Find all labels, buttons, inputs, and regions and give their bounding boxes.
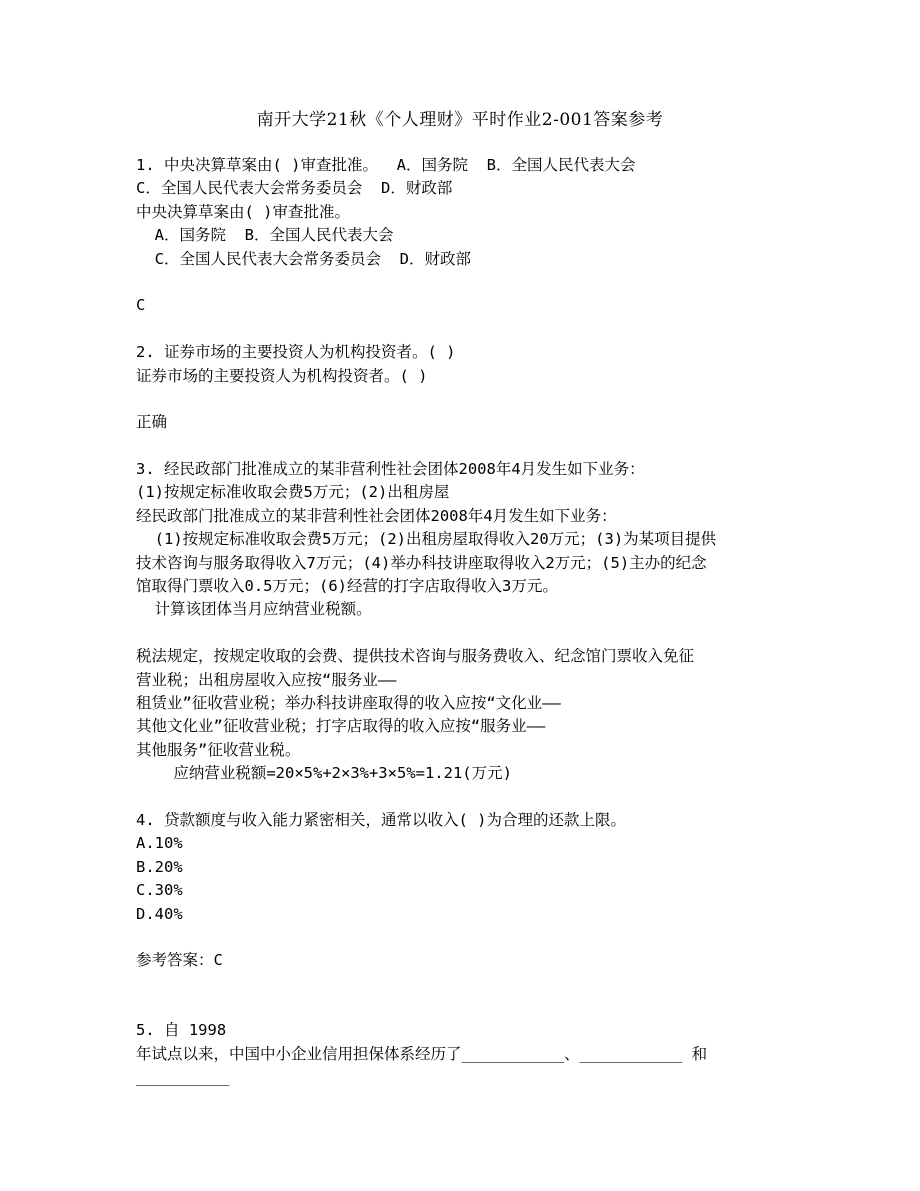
q3-detail-line-1: 经民政部门批准成立的某非营利性社会团体2008年4月发生如下业务： [136,506,617,525]
q2-answer: 正确 [136,413,168,432]
q5-stem-line-3: __________ [136,1068,230,1087]
q5-stem-line-2: 年试点以来，中国中小企业信用担保体系经历了___________、___________ 和 [136,1044,708,1063]
q4-option-c: C.30% [136,881,183,900]
spacer [136,271,796,294]
q1-stem-line-2: C．全国人民代表大会常务委员会 D．财政部 [136,179,453,198]
q4-option-d: D.40% [136,904,183,923]
q3-stem-line-2: (1)按规定标准收取会费5万元；(2)出租房屋 [136,483,450,502]
q5-stem-line-1: 5. 自 1998 [136,1021,227,1040]
q1-detail-line-3: C．全国人民代表大会常务委员会 D．财政部 [136,249,471,268]
q1-answer: C [136,296,146,315]
q1-stem-line-1: 1. 中央决算草案由( )审查批准。 A．国务院 B．全国人民代表大会 [136,156,636,174]
spacer [136,926,796,949]
q1-detail-line-1: 中央决算草案由( )审查批准。 [136,202,350,221]
q3-detail-line-5: 计算该团体当月应纳营业税额。 [136,600,372,619]
q3-detail-line-3: 技术咨询与服务取得收入7万元；(4)举办科技讲座取得收入2万元；(5)主办的纪念 [136,553,707,572]
spacer [136,973,796,996]
q4-option-a: A.10% [136,834,183,853]
q3-answer-line-4: 其他文化业”征收营业税；打字店取得的收入应按“服务业—— [136,717,546,736]
spacer [136,786,796,809]
q3-answer-line-6: 应纳营业税额=20×5%+2×3%+3×5%=1.21(万元) [136,764,512,783]
spacer [136,318,796,341]
q4-stem: 4. 贷款额度与收入能力紧密相关，通常以收入( )为合理的还款上限。 [136,810,626,829]
document-body [136,154,796,1090]
q3-detail-line-2: (1)按规定标准收取会费5万元；(2)出租房屋取得收入20万元；(3)为某项目提供 [136,530,717,549]
document-title: 南开大学21秋《个人理财》平时作业2-001答案参考 [256,110,664,130]
q3-answer-line-1: 税法规定，按规定收取的会费、提供技术咨询与服务费收入、纪念馆门票收入免征 [136,647,695,666]
q1-detail-line-2: A．国务院 B．全国人民代表大会 [136,226,394,245]
spacer [136,388,796,411]
q4-option-b: B.20% [136,857,183,876]
q3-answer-line-5: 其他服务”征收营业税。 [136,740,301,759]
q3-answer-line-3: 租赁业”征收营业税；举办科技讲座取得的收入应按“文化业—— [136,693,561,712]
q3-answer-line-2: 营业税；出租房屋收入应按“服务业—— [136,670,397,689]
spacer [136,435,796,458]
q4-answer: 参考答案：C [136,951,223,970]
spacer [136,996,796,1019]
spacer [136,622,796,645]
q3-stem-line-1: 3. 经民政部门批准成立的某非营利性社会团体2008年4月发生如下业务： [136,460,645,479]
q3-detail-line-4: 馆取得门票收入0.5万元；(6)经营的打字店取得收入3万元。 [136,577,558,596]
q2-stem-line-1: 2. 证券市场的主要投资人为机构投资者。( ) [136,343,456,362]
q2-stem-line-2: 证券市场的主要投资人为机构投资者。( ) [136,366,428,385]
